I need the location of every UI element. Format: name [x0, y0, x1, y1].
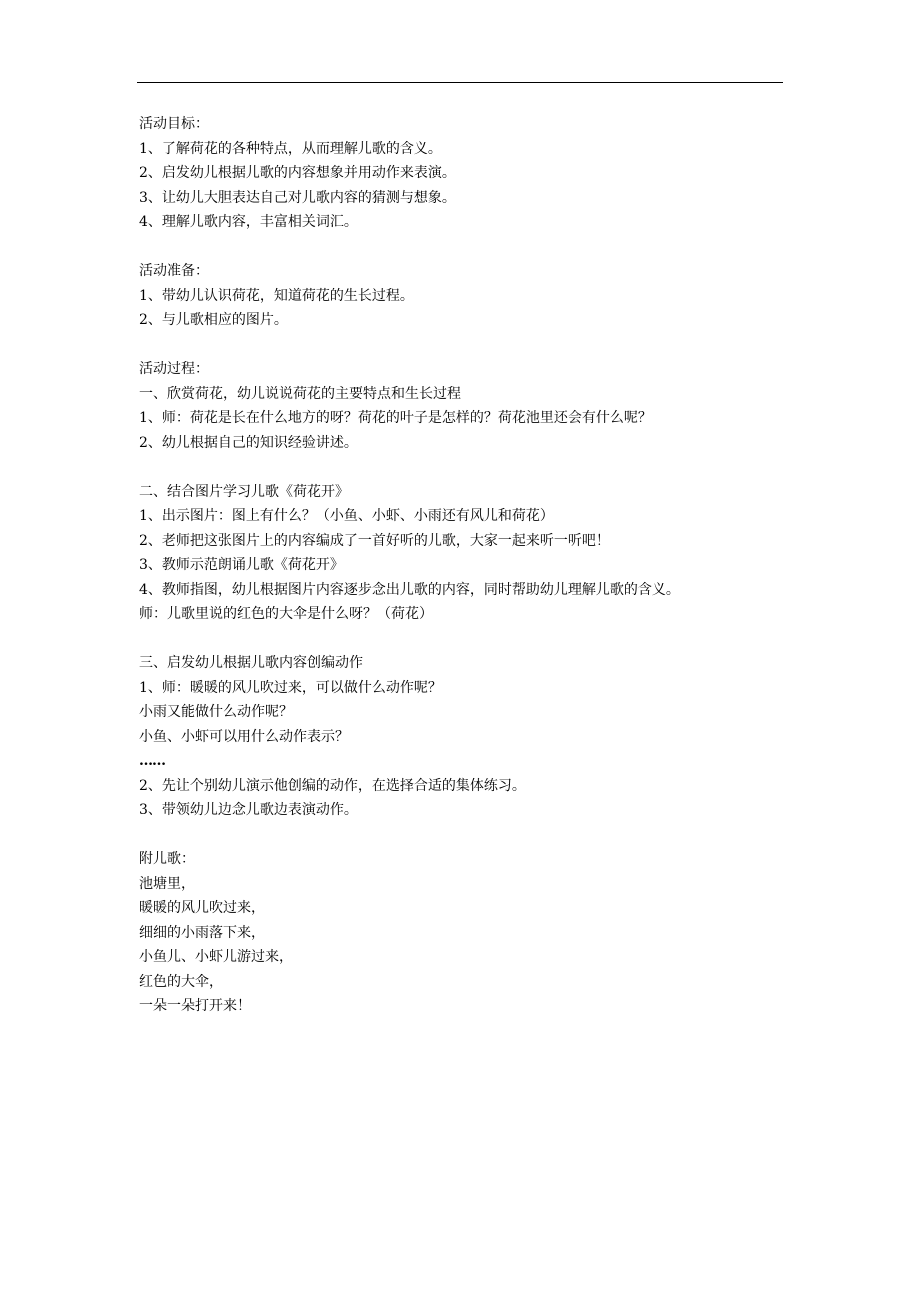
text-line: 师：儿歌里说的红色的大伞是什么呀？（荷花） [139, 606, 433, 622]
text-line: 小鱼、小虾可以用什么动作表示？ [139, 728, 349, 745]
text-line: 3、教师示范朗诵儿歌《荷花开》 [139, 557, 344, 573]
document-body [139, 112, 789, 1019]
song-line: 暖暖的风儿吹过来， [139, 900, 265, 916]
text-line: 1、师：荷花是长在什么地方的呀？荷花的叶子是怎样的？荷花池里还会有什么呢？ [139, 410, 652, 426]
song-line: 小鱼儿、小虾儿游过来， [139, 949, 293, 965]
section-learn-song-with-pictures [139, 480, 789, 627]
text-line: 小雨又能做什么动作呢？ [139, 704, 293, 720]
subsection-heading: 三、启发幼儿根据儿歌内容创编动作 [139, 655, 363, 671]
text-line: 3、让幼儿大胆表达自己对儿歌内容的猜测与想象。 [139, 189, 456, 206]
section-activity-goals [139, 112, 789, 235]
text-line: 2、先让个别幼儿演示他创编的动作，在选择合适的集体练习。 [139, 777, 526, 794]
section-heading: 活动目标： [139, 116, 209, 132]
text-line: 1、了解荷花的各种特点，从而理解儿歌的含义。 [139, 140, 442, 157]
section-activity-preparation [139, 259, 789, 333]
song-line: 池塘里， [139, 875, 195, 892]
ellipsis-line: …… [139, 753, 165, 769]
subsection-heading: 二、结合图片学习儿歌《荷花开》 [139, 483, 349, 500]
text-line: 3、带领幼儿边念儿歌边表演动作。 [139, 802, 358, 818]
section-heading: 附儿歌： [139, 851, 195, 867]
text-line: 4、理解儿歌内容，丰富相关词汇。 [139, 214, 358, 230]
section-create-movements [139, 651, 789, 823]
section-heading: 活动过程： [139, 361, 209, 377]
text-line: 1、带幼儿认识荷花，知道荷花的生长过程。 [139, 287, 414, 304]
section-activity-process [139, 357, 789, 455]
text-line: 1、师：暖暖的风儿吹过来，可以做什么动作呢？ [139, 679, 442, 696]
text-line: 2、老师把这张图片上的内容编成了一首好听的儿歌，大家一起来听一听吧！ [139, 532, 610, 549]
header-rule [137, 82, 783, 83]
song-line: 一朵一朵打开来！ [139, 998, 251, 1014]
section-appended-song [139, 847, 789, 1019]
text-line: 2、幼儿根据自己的知识经验讲述。 [139, 434, 358, 451]
song-line: 细细的小雨落下来， [139, 924, 265, 941]
song-line: 红色的大伞， [139, 973, 223, 990]
subsection-heading: 一、欣赏荷花，幼儿说说荷花的主要特点和生长过程 [139, 385, 461, 402]
text-line: 2、启发幼儿根据儿歌的内容想象并用动作来表演。 [139, 165, 456, 181]
text-line: 4、教师指图，幼儿根据图片内容逐步念出儿歌的内容，同时帮助幼儿理解儿歌的含义。 [139, 581, 680, 598]
section-heading: 活动准备： [139, 263, 209, 279]
text-line: 2、与儿歌相应的图片。 [139, 312, 288, 328]
text-line: 1、出示图片：图上有什么？（小鱼、小虾、小雨还有风儿和荷花） [139, 508, 554, 524]
